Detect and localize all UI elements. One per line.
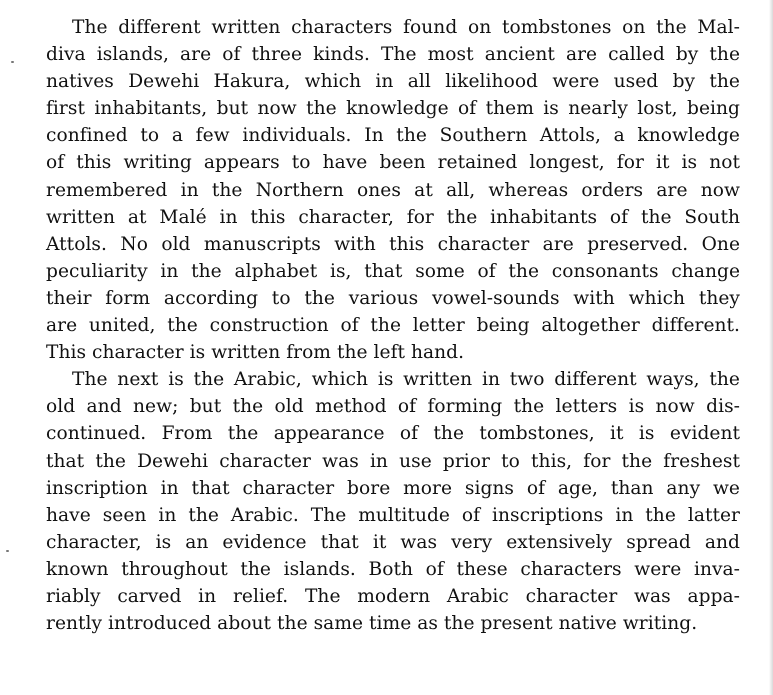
text-line: This character is written from the left hand.: [46, 342, 465, 364]
text-line: rently introduced about the same time as the present native writing.: [46, 613, 698, 635]
text-line: diva islands, are of three kinds. The most ancient are called by the: [46, 44, 740, 66]
text-line: The different written characters found on tombstones on the Mal-: [72, 17, 740, 38]
text-line: The next is the Arabic, which is written in two different ways, the: [72, 369, 740, 391]
text-line: are united, the construction of the letter being altogether different.: [46, 315, 740, 337]
text-line: peculiarity in the alphabet is, that some of the consonants change: [46, 260, 740, 282]
text-line: remembered in the Northern ones at all, whereas orders are now: [46, 179, 740, 201]
margin-speck: [6, 550, 9, 552]
text-body: [46, 14, 740, 637]
text-line: written at Malé in this character, for the inhabitants of the South: [46, 206, 740, 228]
text-line: natives Dewehi Hakura, which in all likelihood were used by the: [46, 71, 740, 93]
text-line: confined to a few individuals. In the Southern Attols, a knowledge: [46, 125, 740, 147]
text-line: inscription in that character bore more signs of age, than any we: [46, 477, 740, 499]
paragraph-2: [46, 366, 740, 637]
text-line: have seen in the Arabic. The multitude of inscriptions in the latter: [46, 504, 740, 526]
text-line: their form according to the various vowel-sounds with which they: [46, 287, 740, 309]
text-line: riably carved in relief. The modern Arabic character was appa-: [46, 585, 740, 607]
text-line: of this writing appears to have been retained longest, for it is not: [46, 152, 740, 174]
text-line: first inhabitants, but now the knowledge of them is nearly lost, being: [46, 98, 740, 120]
text-line: character, is an evidence that it was very extensively spread and: [46, 531, 740, 553]
page-edge: [769, 0, 773, 695]
paragraph-1: [46, 14, 740, 366]
text-line: old and new; but the old method of forming the letters is now dis-: [46, 396, 740, 418]
text-line: Attols. No old manuscripts with this character are preserved. One: [46, 233, 740, 255]
margin-speck: [11, 61, 14, 63]
text-line: known throughout the islands. Both of these characters were inva-: [46, 558, 740, 580]
text-line: continued. From the appearance of the tombstones, it is evident: [46, 423, 740, 445]
text-line: that the Dewehi character was in use prior to this, for the freshest: [46, 450, 740, 472]
